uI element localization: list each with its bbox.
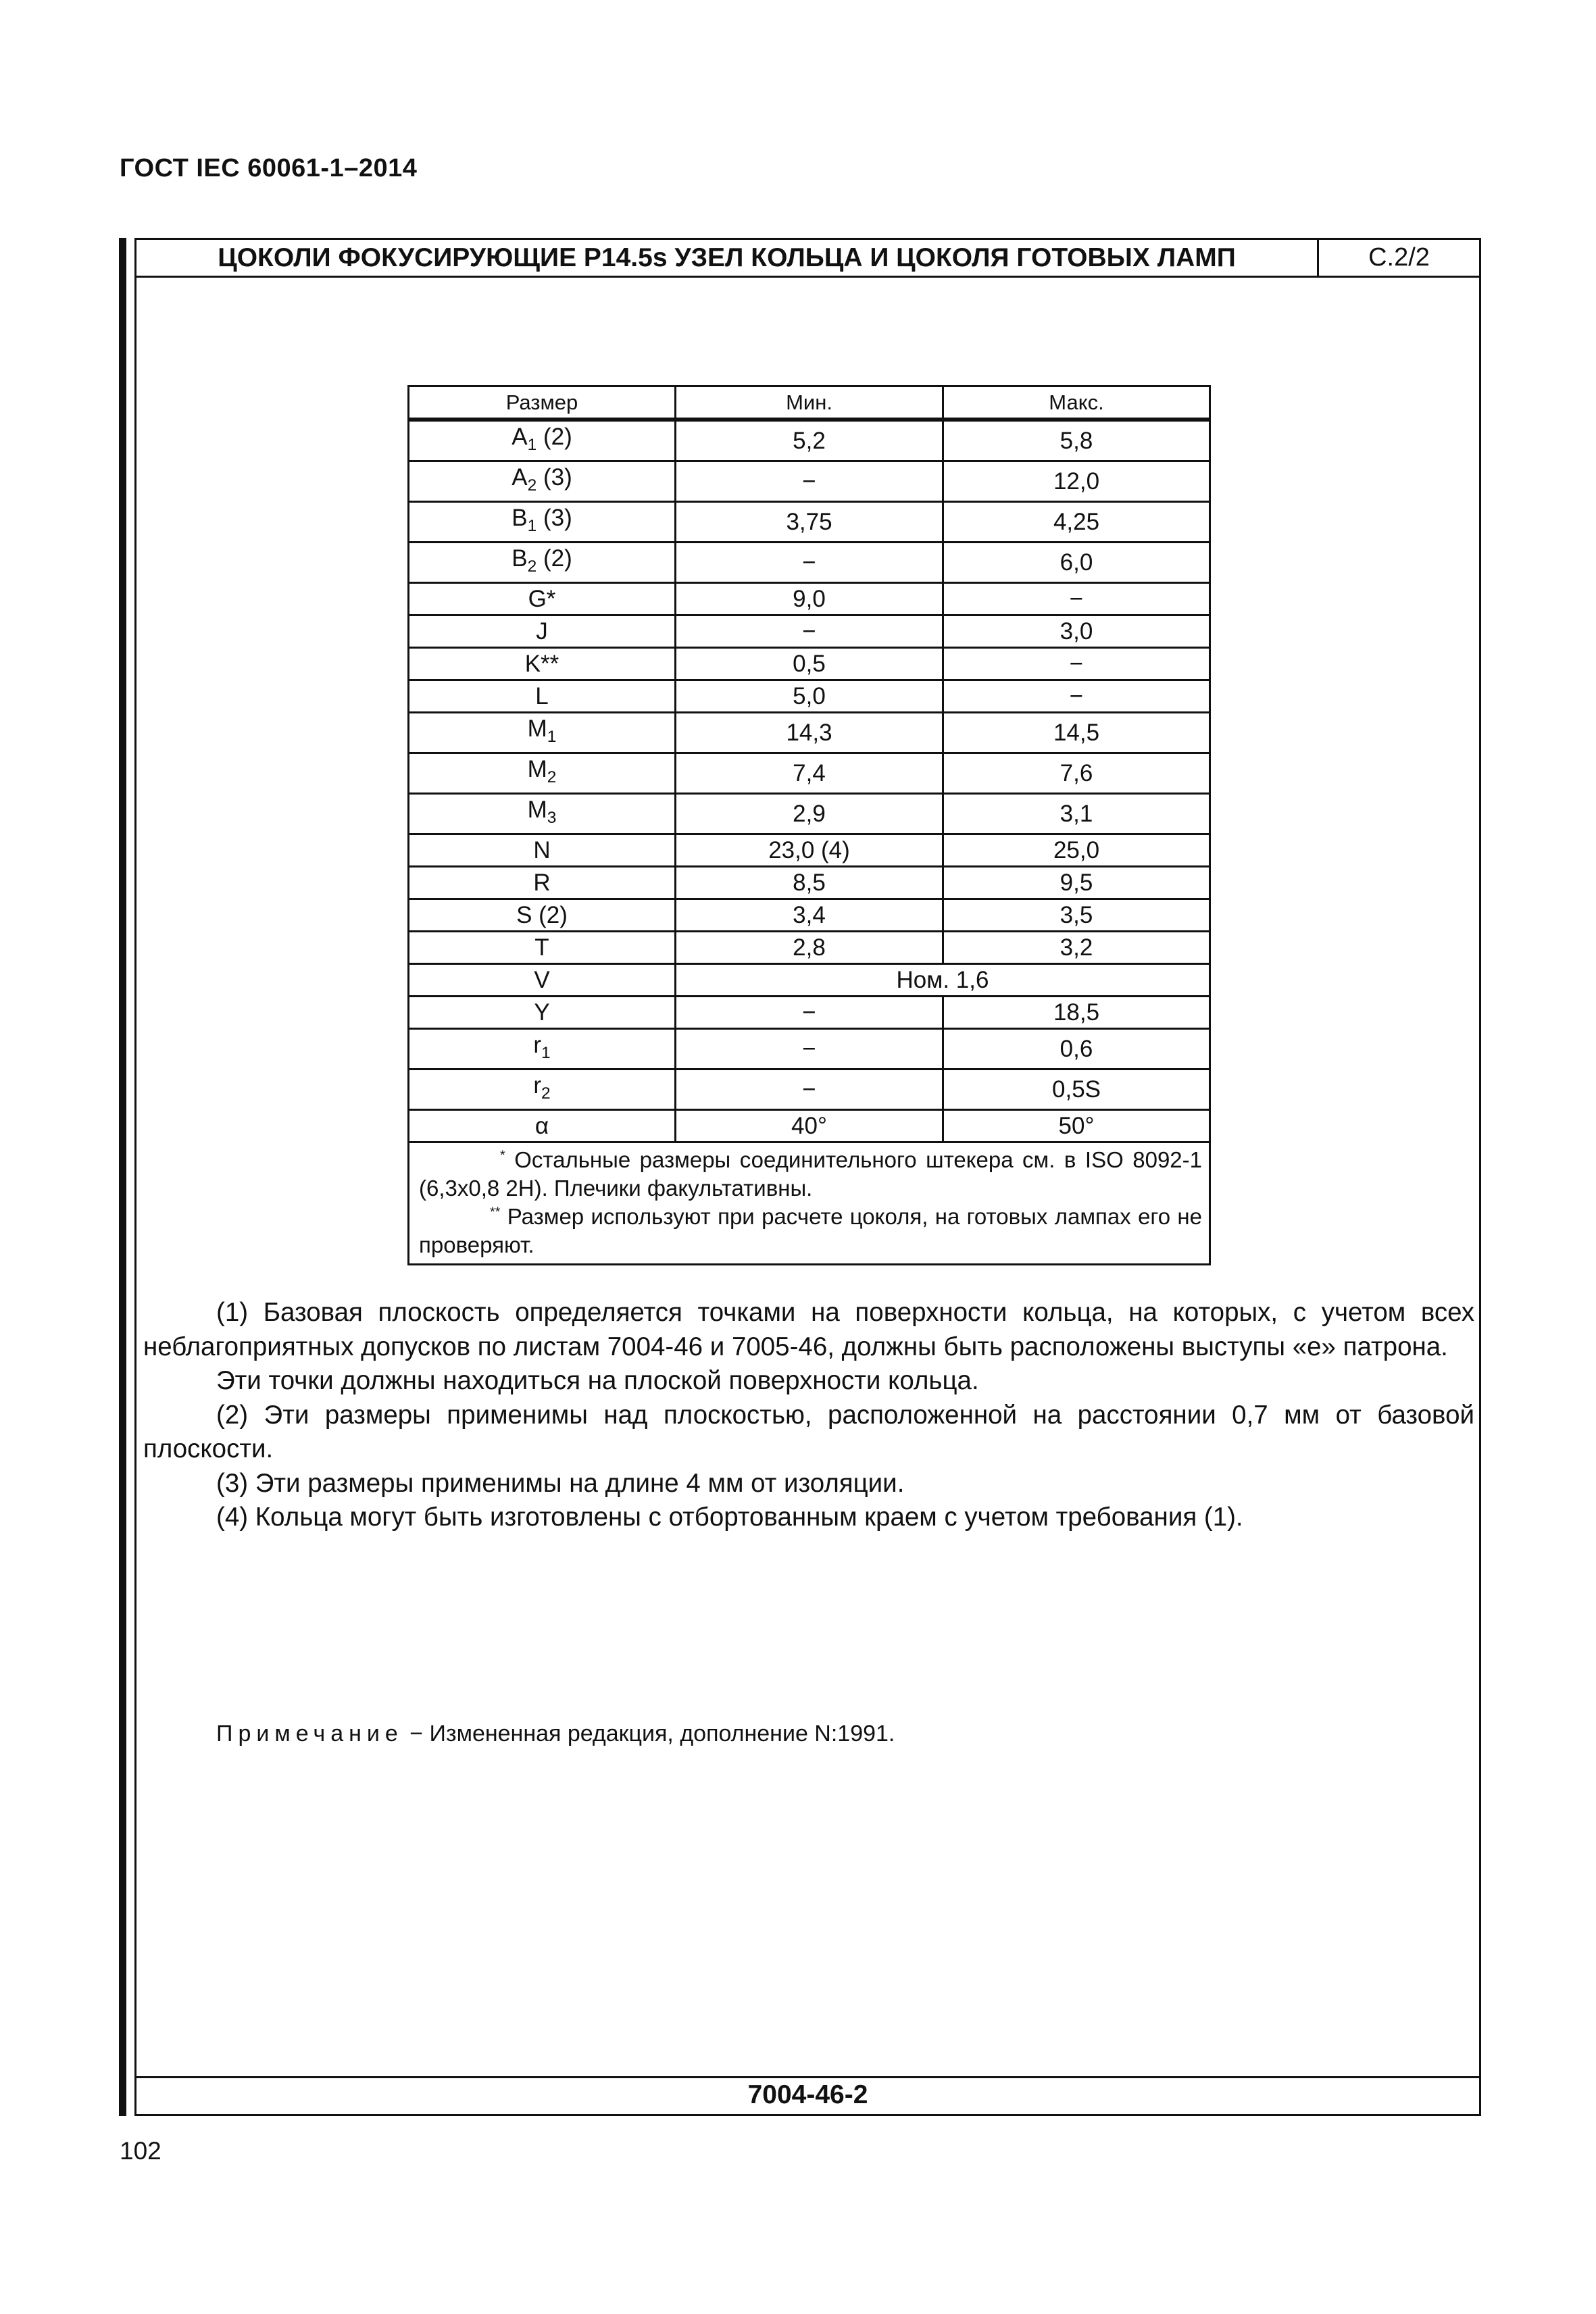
cell-min: 23,0 (4) bbox=[676, 834, 943, 867]
cell-size bbox=[409, 997, 676, 1029]
cell-max: 25,0 bbox=[943, 834, 1210, 867]
cell-max: 7,6 bbox=[943, 753, 1210, 794]
cell-size bbox=[409, 899, 676, 932]
cell-min: − bbox=[676, 543, 943, 583]
cell-size bbox=[409, 1110, 676, 1142]
cell-size bbox=[409, 461, 676, 502]
table-header-row bbox=[409, 386, 1210, 420]
column-header-max: Макс. bbox=[943, 386, 1210, 420]
table-body bbox=[409, 420, 1210, 1142]
size-symbol: V bbox=[534, 967, 550, 993]
cell-size bbox=[409, 543, 676, 583]
size-subscript: 3 bbox=[547, 809, 557, 827]
cell-min: 5,2 bbox=[676, 420, 943, 461]
table-row bbox=[409, 583, 1210, 615]
size-symbol: T bbox=[534, 934, 549, 961]
table-row bbox=[409, 615, 1210, 648]
cell-size bbox=[409, 648, 676, 680]
cell-max: 3,1 bbox=[943, 794, 1210, 834]
size-symbol: S (2) bbox=[516, 902, 568, 928]
cell-min: 2,9 bbox=[676, 794, 943, 834]
table-footnotes bbox=[409, 1142, 1210, 1265]
cell-size bbox=[409, 502, 676, 543]
cell-max: 12,0 bbox=[943, 461, 1210, 502]
size-symbol: Y bbox=[534, 999, 550, 1026]
cell-size bbox=[409, 420, 676, 461]
cell-max: 3,5 bbox=[943, 899, 1210, 932]
cell-min: 8,5 bbox=[676, 867, 943, 899]
size-subscript: 2 bbox=[547, 768, 557, 786]
cell-nominal: Ном. 1,6 bbox=[676, 964, 1210, 997]
cell-min: − bbox=[676, 615, 943, 648]
size-symbol: M bbox=[527, 715, 547, 742]
table-row bbox=[409, 932, 1210, 964]
table-row bbox=[409, 420, 1210, 461]
table-row bbox=[409, 680, 1210, 713]
footnote-2-mark: ** bbox=[490, 1205, 501, 1219]
table-row bbox=[409, 1110, 1210, 1142]
size-note-ref: (3) bbox=[537, 505, 572, 531]
cell-size bbox=[409, 680, 676, 713]
cell-size bbox=[409, 834, 676, 867]
cell-size bbox=[409, 615, 676, 648]
sheet-page-number: С.2/2 bbox=[1368, 243, 1430, 272]
table-row bbox=[409, 867, 1210, 899]
table-row bbox=[409, 1070, 1210, 1110]
cell-size bbox=[409, 753, 676, 794]
document-header: ГОСТ IEC 60061-1–2014 bbox=[120, 154, 418, 182]
dimensions-table bbox=[407, 385, 1211, 1265]
table-row bbox=[409, 461, 1210, 502]
table-row bbox=[409, 648, 1210, 680]
paragraph: (2) Эти размеры применимы над плоскостью, расположенной на расстоянии 0,7 мм от базовой плоскости. bbox=[143, 1400, 1474, 1463]
cell-min: − bbox=[676, 1029, 943, 1070]
column-header-min: Мин. bbox=[676, 386, 943, 420]
cell-max: 9,5 bbox=[943, 867, 1210, 899]
paragraph: Эти точки должны находиться на плоской поверхности кольца. bbox=[216, 1366, 979, 1395]
cell-min: 7,4 bbox=[676, 753, 943, 794]
size-symbol: A bbox=[512, 424, 528, 450]
paragraph: (4) Кольца могут быть изготовлены с отбортованным краем с учетом требования (1). bbox=[216, 1503, 1243, 1532]
sheet-title: ЦОКОЛИ ФОКУСИРУЮЩИЕ P14.5s УЗЕЛ КОЛЬЦА И ЦОКОЛЯ ГОТОВЫХ ЛАМП bbox=[136, 240, 1319, 276]
footnote-1-mark: * bbox=[500, 1148, 505, 1163]
cell-min: − bbox=[676, 1070, 943, 1110]
size-symbol: K** bbox=[524, 651, 559, 677]
size-symbol: B bbox=[512, 545, 528, 572]
size-subscript: 2 bbox=[527, 557, 537, 576]
cell-max: 3,2 bbox=[943, 932, 1210, 964]
cell-size bbox=[409, 932, 676, 964]
size-symbol: G* bbox=[528, 586, 556, 612]
size-symbol: B bbox=[512, 505, 528, 531]
cell-min: 40° bbox=[676, 1110, 943, 1142]
table-row bbox=[409, 899, 1210, 932]
change-bar bbox=[119, 238, 126, 2116]
table-row bbox=[409, 502, 1210, 543]
size-symbol: N bbox=[533, 837, 551, 863]
size-symbol: r bbox=[533, 1032, 541, 1058]
cell-size bbox=[409, 1070, 676, 1110]
size-subscript: 1 bbox=[541, 1044, 551, 1062]
size-subscript: 1 bbox=[527, 517, 537, 535]
note-text: − Измененная редакция, дополнение N:1991. bbox=[403, 1721, 895, 1746]
sheet-title-row bbox=[136, 240, 1479, 278]
cell-min: 3,4 bbox=[676, 899, 943, 932]
size-subscript: 2 bbox=[527, 476, 537, 495]
size-symbol: J bbox=[536, 618, 548, 645]
body-text bbox=[143, 1296, 1474, 1535]
table-row bbox=[409, 794, 1210, 834]
table-row bbox=[409, 713, 1210, 753]
size-note-ref: (2) bbox=[537, 545, 572, 572]
cell-max: 3,0 bbox=[943, 615, 1210, 648]
cell-min: − bbox=[676, 461, 943, 502]
page-number: 102 bbox=[120, 2137, 161, 2165]
table-row bbox=[409, 964, 1210, 997]
cell-max: 50° bbox=[943, 1110, 1210, 1142]
cell-max: 0,5S bbox=[943, 1070, 1210, 1110]
size-symbol: R bbox=[533, 870, 551, 896]
size-symbol: A bbox=[512, 464, 528, 491]
cell-max: − bbox=[943, 648, 1210, 680]
size-subscript: 2 bbox=[541, 1084, 551, 1103]
paragraph: (3) Эти размеры применимы на длине 4 мм от изоляции. bbox=[216, 1468, 905, 1498]
cell-max: 6,0 bbox=[943, 543, 1210, 583]
table-row bbox=[409, 753, 1210, 794]
size-note-ref: (2) bbox=[537, 424, 572, 450]
cell-size bbox=[409, 1029, 676, 1070]
cell-min: 14,3 bbox=[676, 713, 943, 753]
cell-max: − bbox=[943, 583, 1210, 615]
size-symbol: r bbox=[533, 1072, 541, 1099]
size-symbol: M bbox=[527, 797, 547, 823]
table-row bbox=[409, 543, 1210, 583]
table-row bbox=[409, 997, 1210, 1029]
cell-min: − bbox=[676, 997, 943, 1029]
cell-max: 14,5 bbox=[943, 713, 1210, 753]
table-row bbox=[409, 1029, 1210, 1070]
cell-max: 5,8 bbox=[943, 420, 1210, 461]
cell-min: 9,0 bbox=[676, 583, 943, 615]
footnote-1 bbox=[419, 1146, 1202, 1203]
table-row bbox=[409, 834, 1210, 867]
cell-min: 2,8 bbox=[676, 932, 943, 964]
cell-size bbox=[409, 794, 676, 834]
size-symbol: α bbox=[534, 1113, 549, 1139]
cell-max: − bbox=[943, 680, 1210, 713]
size-symbol: L bbox=[535, 683, 549, 709]
table-footnote-row bbox=[409, 1142, 1210, 1265]
size-subscript: 1 bbox=[547, 728, 557, 746]
note bbox=[216, 1720, 895, 1747]
footnote-2-text: Размер используют при расчете цоколя, на готовых лампах его не проверяют. bbox=[419, 1204, 1202, 1257]
cell-max: 0,6 bbox=[943, 1029, 1210, 1070]
column-header-size: Размер bbox=[409, 386, 676, 420]
sheet-footer-code: 7004-46-2 bbox=[136, 2076, 1479, 2114]
size-subscript: 1 bbox=[527, 436, 537, 454]
cell-max: 4,25 bbox=[943, 502, 1210, 543]
cell-min: 5,0 bbox=[676, 680, 943, 713]
note-label: Примечание bbox=[216, 1721, 403, 1746]
footnote-1-text: Остальные размеры соединительного штекера см. в ISO 8092-1 (6,3x0,8 2H). Плечики факультативны. bbox=[419, 1147, 1202, 1201]
cell-max: 18,5 bbox=[943, 997, 1210, 1029]
size-note-ref: (3) bbox=[537, 464, 572, 491]
cell-size bbox=[409, 583, 676, 615]
paragraph: (1) Базовая плоскость определяется точками на поверхности кольца, на которых, с учетом всех неблагоприятных допусков по листам 7004-46 и 7005-46, должны быть расположены выступы «е» патрона. bbox=[143, 1298, 1474, 1361]
cell-size bbox=[409, 713, 676, 753]
size-symbol: M bbox=[527, 756, 547, 782]
cell-min: 3,75 bbox=[676, 502, 943, 543]
footnote-2 bbox=[419, 1203, 1202, 1259]
cell-min: 0,5 bbox=[676, 648, 943, 680]
cell-size bbox=[409, 964, 676, 997]
cell-size bbox=[409, 867, 676, 899]
